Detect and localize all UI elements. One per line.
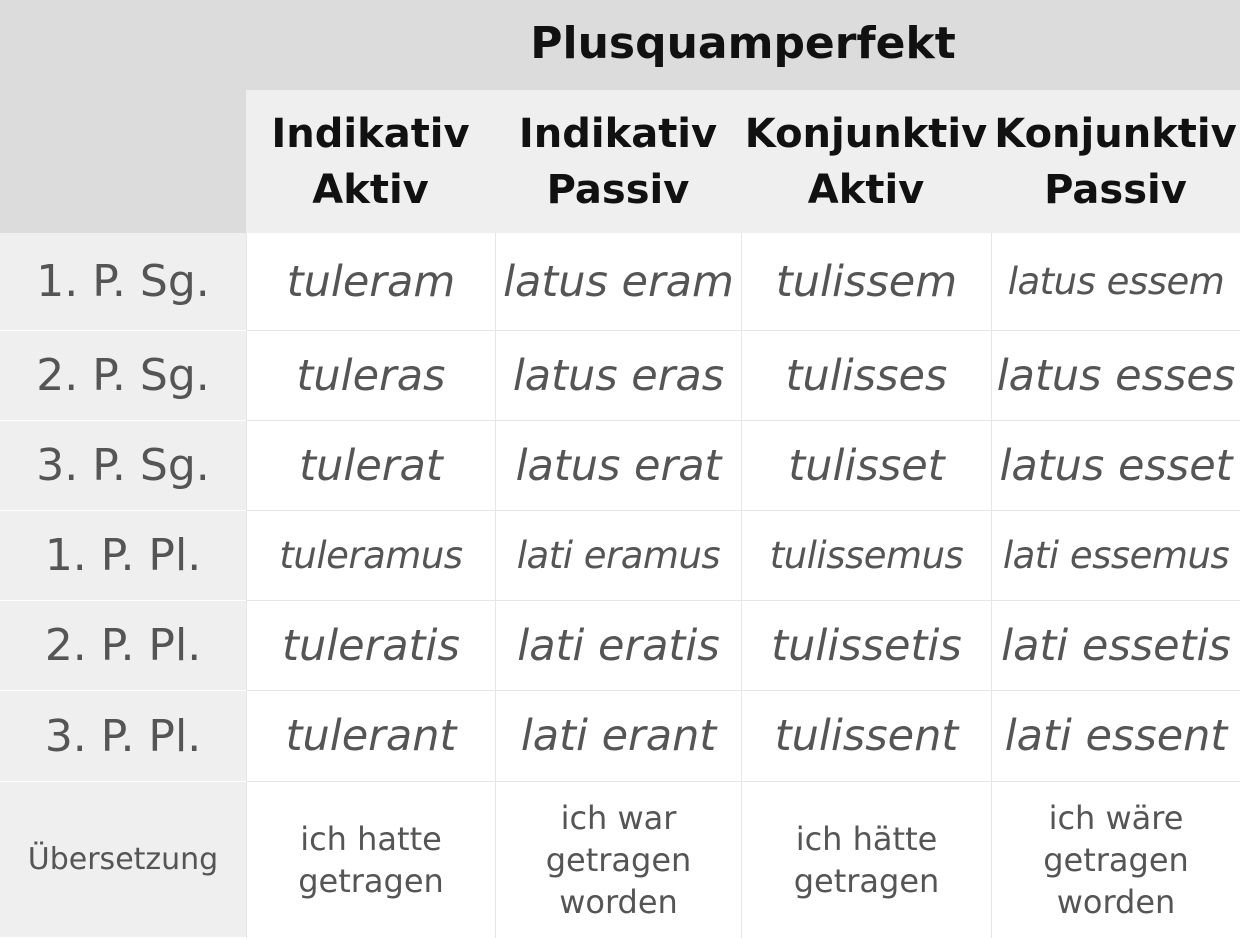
translation-line: getragen xyxy=(793,862,940,900)
table-cell: tulissem xyxy=(741,233,991,331)
translation-cell xyxy=(741,782,991,938)
table-cell: tulerat xyxy=(246,421,495,511)
column-header-line: Aktiv xyxy=(807,166,925,213)
column-header-line: Passiv xyxy=(1044,166,1187,213)
table-cell: lati eratis xyxy=(495,601,741,691)
translation-cell xyxy=(495,782,741,938)
table-cell: lati eramus xyxy=(495,511,741,601)
row-header: 1. P. Sg. xyxy=(0,233,246,331)
table-cell: tulisset xyxy=(741,421,991,511)
table-cell: lati essemus xyxy=(991,511,1240,601)
table-cell: lati essent xyxy=(991,691,1240,782)
table-cell: tulissent xyxy=(741,691,991,782)
table-cell: latus esset xyxy=(991,421,1240,511)
table-cell: tuleratis xyxy=(246,601,495,691)
table-cell: tulissemus xyxy=(741,511,991,601)
column-header-indikativ-passiv xyxy=(495,90,741,233)
column-header-line: Passiv xyxy=(546,166,690,213)
translation-line: getragen xyxy=(298,862,444,900)
table-cell: tuleras xyxy=(246,331,495,421)
table-cell: latus eras xyxy=(495,331,741,421)
translation-line: worden xyxy=(1056,883,1176,921)
column-header-line: Konjunktiv xyxy=(994,110,1237,157)
column-header-line: Konjunktiv xyxy=(744,110,988,157)
column-header-konjunktiv-passiv xyxy=(991,90,1240,233)
table-cell: latus essem xyxy=(991,233,1240,331)
column-header-line: Indikativ xyxy=(271,110,470,157)
column-header-indikativ-aktiv xyxy=(246,90,495,233)
column-header-konjunktiv-aktiv xyxy=(741,90,991,233)
translation-line: getragen xyxy=(545,841,692,879)
translation-line: ich war xyxy=(560,799,677,837)
column-header-line: Indikativ xyxy=(518,110,718,157)
row-header: 2. P. Pl. xyxy=(0,601,246,691)
table-cell: tuleramus xyxy=(246,511,495,601)
translation-cell xyxy=(246,782,495,938)
table-cell: latus eram xyxy=(495,233,741,331)
table-cell: latus esses xyxy=(991,331,1240,421)
table-cell: tuleram xyxy=(246,233,495,331)
translation-line: getragen xyxy=(1043,841,1189,879)
table-cell: lati erant xyxy=(495,691,741,782)
row-header: 1. P. Pl. xyxy=(0,511,246,601)
translation-line: ich hatte xyxy=(300,820,442,858)
row-header: 3. P. Sg. xyxy=(0,421,246,511)
row-header-translation: Übersetzung xyxy=(0,782,246,938)
translation-cell xyxy=(991,782,1240,938)
table-cell: lati essetis xyxy=(991,601,1240,691)
table-cell: tulerant xyxy=(246,691,495,782)
translation-line: worden xyxy=(559,883,678,921)
table-cell: tulisses xyxy=(741,331,991,421)
table-corner xyxy=(0,0,246,233)
table-cell: latus erat xyxy=(495,421,741,511)
row-header: 2. P. Sg. xyxy=(0,331,246,421)
translation-line: ich hätte xyxy=(795,820,938,858)
table-cell: tulissetis xyxy=(741,601,991,691)
column-header-line: Aktiv xyxy=(312,166,429,213)
translation-line: ich wäre xyxy=(1048,799,1184,837)
table-title: Plusquamperfekt xyxy=(246,0,1240,90)
row-header: 3. P. Pl. xyxy=(0,691,246,782)
